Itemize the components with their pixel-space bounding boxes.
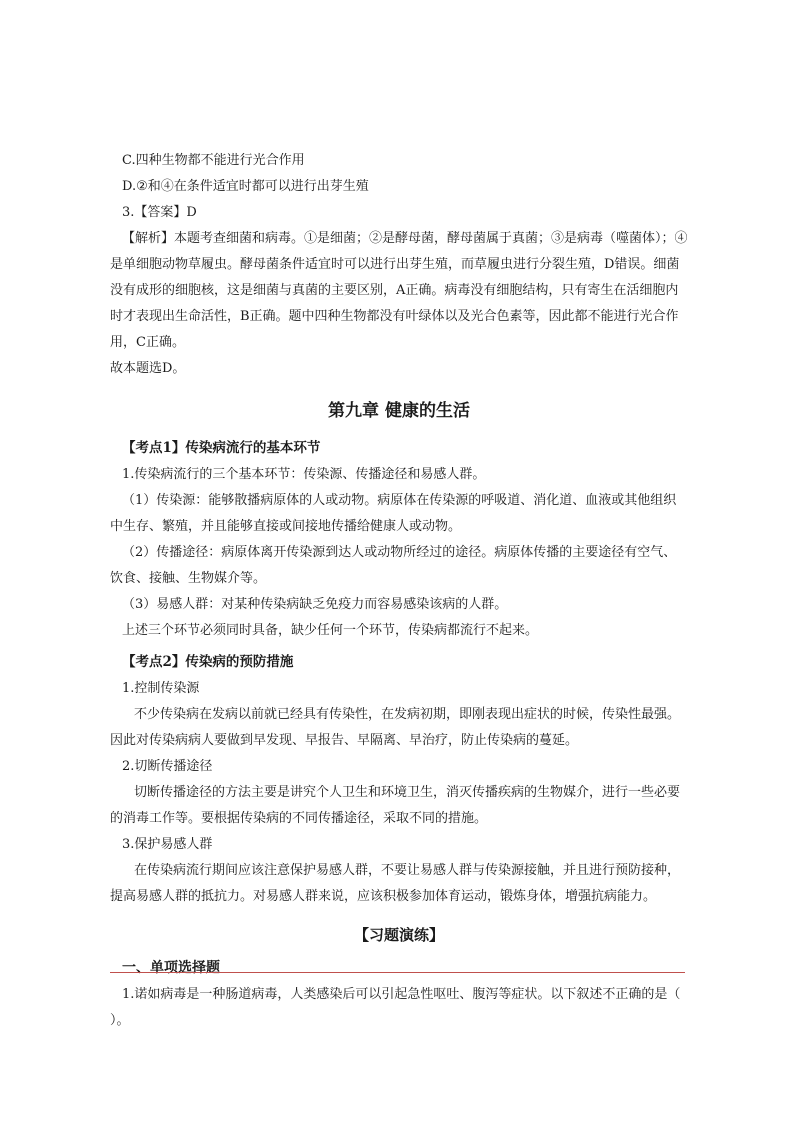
section-title: 一、单项选择题 bbox=[122, 960, 220, 976]
kaodian-2-heading-2: 2.切断传播途径 bbox=[122, 759, 213, 774]
page-content bbox=[110, 148, 688, 1034]
kaodian-1-title: 【考点1】传染病流行的基本环节 bbox=[122, 440, 321, 456]
option-d: D.②和④在条件适宜时都可以进行出芽生殖 bbox=[122, 179, 369, 194]
kaodian-2-heading-1: 1.控制传染源 bbox=[122, 681, 200, 696]
answer-line: 3.【答案】D bbox=[122, 205, 197, 220]
kaodian-1-p1: 1.传染病流行的三个基本环节：传染源、传播途径和易感人群。 bbox=[122, 467, 486, 482]
kaodian-1-p5: 上述三个环节必须同时具备，缺少任何一个环节，传染病都流行不起来。 bbox=[122, 623, 539, 638]
kaodian-2-heading-3: 3.保护易感人群 bbox=[122, 837, 213, 852]
kaodian-1-p4: （3）易感人群：对某种传染病缺乏免疫力而容易感染该病的人群。 bbox=[122, 597, 508, 612]
analysis-paragraph: 【解析】本题考查细菌和病毒。①是细菌；②是酵母菌，酵母菌属于真菌；③是病毒（噬菌体）；④是单细胞动物草履虫。酵母菌条件适宜时可以进行出芽生殖，而草履虫进行分裂生殖，D错误。细菌没有成形的细胞核，这是细菌与真菌的主要区别，A正确。病毒没有细胞结构，只有寄生在活细胞内时才表现出生命活性，B正确。题中四种生物都没有叶绿体以及光合色素等，因此都不能进行光合作用，C正确。 bbox=[110, 231, 688, 350]
kaodian-1-p2: （1）传染源：能够散播病原体的人或动物。病原体在传染源的呼吸道、消化道、血液或其他组织中生存、繁殖，并且能够直接或间接地传播给健康人或动物。 bbox=[110, 493, 677, 534]
kaodian-2-text-3: 在传染病流行期间应该注意保护易感人群，不要让易感人群与传染源接触，并且进行预防接种，提高易感人群的抵抗力。对易感人群来说，应该积极参加体育运动，锻炼身体，增强抗病能力。 bbox=[110, 863, 681, 904]
kaodian-1-p3: （2）传播途径：病原体离开传染源到达人或动物所经过的途径。病原体传播的主要途径有空气、饮食、接触、生物媒介等。 bbox=[110, 545, 677, 586]
conclusion-line: 故本题选D。 bbox=[110, 361, 186, 376]
question-1: 1.诺如病毒是一种肠道病毒，人类感染后可以引起急性呕吐、腹泻等症状。以下叙述不正确的是（ ）。 bbox=[110, 987, 681, 1028]
kaodian-2-text-1: 不少传染病在发病以前就已经具有传染性，在发病初期，即刚表现出症状的时候，传染性最强。因此对传染病病人要做到早发现、早报告、早隔离、早治疗，防止传染病的蔓延。 bbox=[110, 707, 681, 748]
footer-divider bbox=[110, 972, 685, 973]
kaodian-2-text-2: 切断传播途径的方法主要是讲究个人卫生和环境卫生，消灭传播疾病的生物媒介，进行一些必要的消毒工作等。要根据传染病的不同传播途径，采取不同的措施。 bbox=[110, 785, 681, 826]
option-c: C.四种生物都不能进行光合作用 bbox=[122, 153, 305, 168]
kaodian-2-title: 【考点2】传染病的预防措施 bbox=[122, 654, 294, 670]
chapter-title: 第九章 健康的生活 bbox=[328, 401, 470, 421]
exercise-title: 【习题演练】 bbox=[353, 926, 444, 944]
